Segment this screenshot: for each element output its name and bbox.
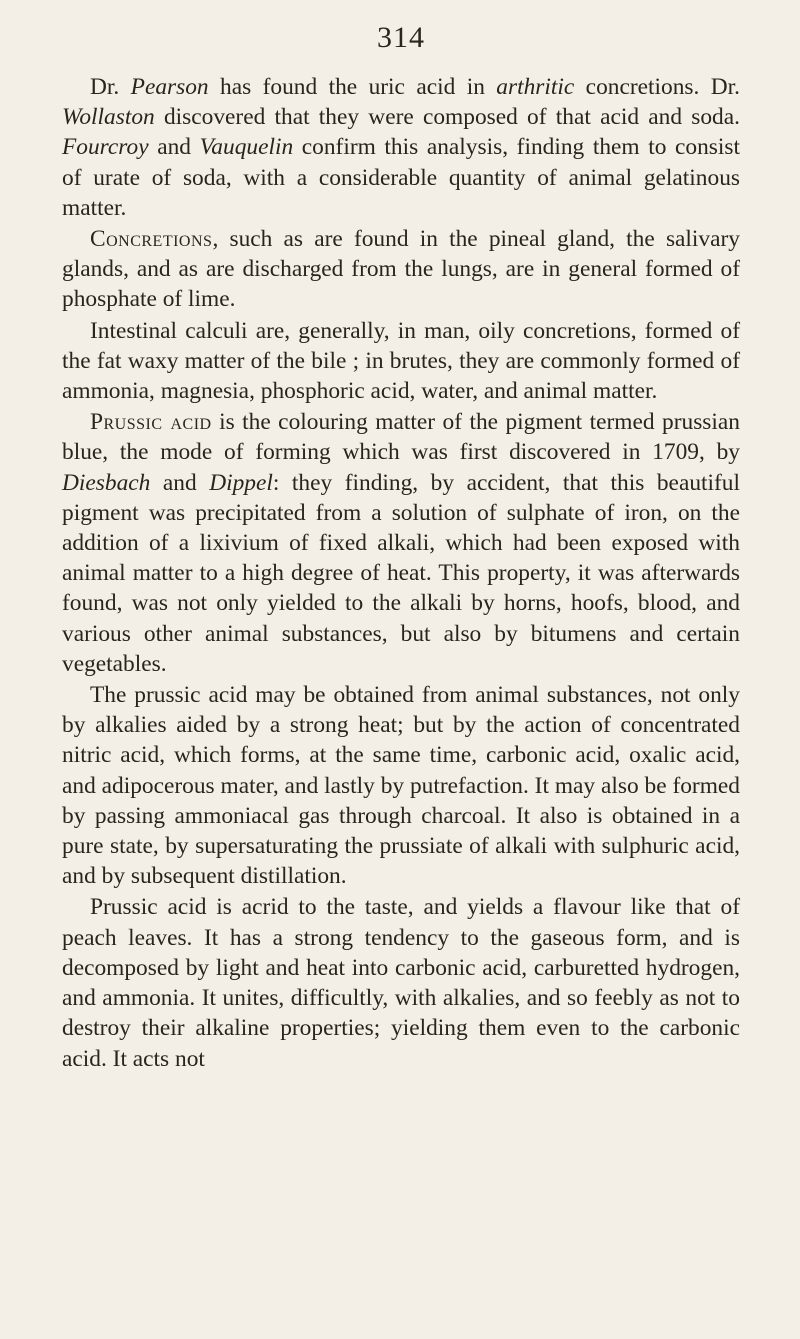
text-run: Dr. [90,74,131,100]
text-run: has found the uric acid in [208,74,497,100]
text-body [62,72,740,1074]
paragraph [62,407,740,679]
paragraph [62,224,740,315]
text-run: and [150,469,210,496]
paragraph [62,72,740,223]
text-run: , such as are found in the pineal gland, the salivary glands, and as are discharged from the lungs, are in general formed of phosphate of lime. [62,226,740,313]
text-run: : they finding, by accident, that this beautiful pigment was precipitated from a solution of sulphate of iron, on the addition of a lixivium of fixed alkali, which had been exposed with animal matter to a high degree of heat. This property, it was afterwards found, was not only yielded to the alkali by horns, hoofs, blood, and various other animal substances, but also by bitumens and certain vegetables. [62,469,741,677]
paragraph [62,892,740,1073]
text-run: and [148,134,200,161]
text-run: confirm this analysis, finding them to consist of urate of soda, with a considerable quantity of animal gelatinous matter. [62,134,740,221]
page-number: 314 [377,21,425,54]
italic-text: Diesbach [62,469,151,496]
small-caps-heading: Concretions [90,226,213,253]
italic-text: arthritic [496,74,575,100]
text-run: is the colouring matter of the pigment termed prussian blue, the mode of forming which was first discovered in 1709, by [62,409,740,466]
text-run: Prussic acid is acrid to the taste, and yields a flavour like that of peach leaves. It has a strong tendency to the gaseous form, and is decomposed by light and heat into carbonic acid, carburetted hydrogen, and ammonia. It unites, difficultly, with alkalies, and so feebly as not to destroy their alkaline properties; yielding them even to the carbonic acid. It acts not [62,894,740,1072]
italic-text: Wollaston [62,104,155,131]
paragraph [62,316,740,407]
text-run: Intestinal calculi are, generally, in man, oily concretions, formed of the fat waxy matter of the bile ; in brutes, they are commonly formed of ammonia, magnesia, phosphoric acid, water, and animal matter. [62,317,740,405]
italic-text: Fourcroy [62,134,149,161]
text-run: The prussic acid may be obtained from animal substances, not only by alkalies aided by a strong heat; but by the action of concentrated nitric acid, which forms, at the same time, carbonic acid, oxalic acid, and adipocerous mater, and lastly by putrefaction. It may also be formed by passing ammoniacal gas through charcoal. It also is obtained in a pure state, by supersaturating the prussiate of alkali with sulphuric acid, and by subsequent distillation. [62,682,740,890]
paragraph [62,680,740,891]
italic-text: Pearson [130,74,209,100]
small-caps-heading: Prussic acid [90,409,212,436]
italic-text: Vauquelin [199,134,294,161]
text-run: discovered that they were composed of that acid and soda. [154,104,740,131]
italic-text: Dippel [209,469,273,496]
text-run: concretions. Dr. [574,74,740,100]
